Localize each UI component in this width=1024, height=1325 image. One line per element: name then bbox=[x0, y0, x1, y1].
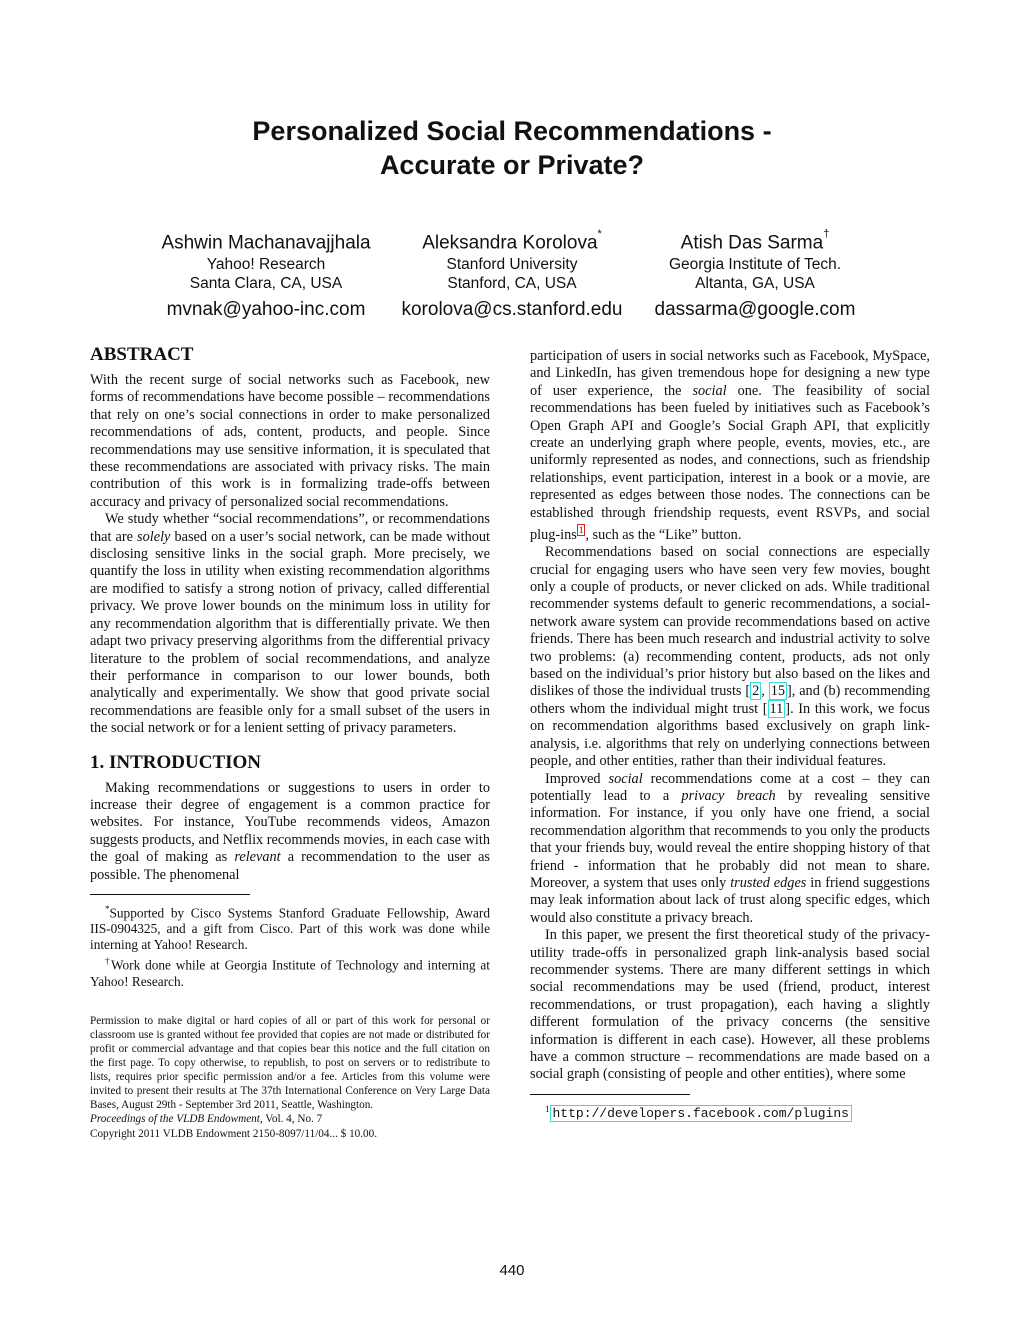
citation-link[interactable]: 11 bbox=[769, 700, 784, 717]
footnote-link[interactable]: 1 bbox=[578, 525, 584, 536]
author-location: Stanford, CA, USA bbox=[447, 275, 577, 293]
body-paragraph: Recommendations based on social connections are especially crucial for engaging users who have seen very few movies, bought only a couple of products, or never clicked on ads. While traditional recommender systems default to generic recommendations, a social-network aware system can provide recommendations based on active friends. There has been much research and industrial activity to solve two problems: (a) recommending content, products, ads not only based on the individual’s prior history but also based on the likes and dislikes of those the individual trusts [ 2 , 15 ], and (b) recommending others whom the individual might trust [ 11 ]. In this work, we focus on recommendation algorithms based exclusively on graph link-analysis, i.e. algorithms that rely on underlying connections between people, and other entities, rather than their individual features. bbox=[530, 544, 930, 770]
paper-title bbox=[0, 114, 1024, 182]
citation-link[interactable]: 15 bbox=[770, 683, 785, 700]
author-affiliation: Yahoo! Research bbox=[206, 256, 326, 274]
abstract-heading: ABSTRACT bbox=[90, 344, 194, 365]
author-mark: † bbox=[823, 228, 830, 240]
title-line-1: Personalized Social Recommendations - bbox=[252, 116, 772, 146]
abstract-paragraph: With the recent surge of social networks such as Facebook, new forms of recommendations have become possible – recommendations that rely on one’s social connections in order to make personalized recommendations of ads, content, products, and people. Since recommendations may use sensitive information, it is speculated that these recommendations are associated with privacy risks. The main contribution of this work is in formalizing trade-offs between accuracy and privacy of personalized social recommendations. bbox=[90, 372, 490, 510]
proceedings-line: Proceedings of the VLDB Endowment, Vol. 4, No. 7 bbox=[90, 1113, 323, 1126]
author-location: Santa Clara, CA, USA bbox=[189, 275, 343, 293]
left-column bbox=[90, 344, 490, 1141]
footnote-rule bbox=[90, 894, 250, 895]
permission-text: Permission to make digital or hard copies of all or part of this work for personal or classroom use is granted without fee provided that copies are not made or distributed for profit or commercial advantage and that copies bear this notice and the full citation on the first page. To copy otherwise, to republish, to post on servers or to redistribute to lists, requires prior specific permission and/or a fee. Articles from this volume were invited to present their results at The 37th International Conference on Very Large Data Bases, August 29th - September 3rd 2011, Seattle, Washington. bbox=[90, 1014, 490, 1112]
introduction-heading: 1. INTRODUCTION bbox=[90, 751, 262, 773]
right-column bbox=[530, 348, 930, 1122]
intro-paragraph: Making recommendations or suggestions to users in order to increase their degree of engagement is a common practice for websites. For instance, YouTube recommends videos, Amazon suggests products, and Netflix recommends movies, in each case with the goal of making as relevant a recommendation to the user as possible. The phenomenal bbox=[90, 779, 490, 883]
citation-link[interactable]: 2 bbox=[752, 683, 760, 700]
author-name: Atish Das Sarma bbox=[680, 232, 824, 254]
abstract-paragraph: We study whether “social recommendations”, or recommendations that are solely based on a user’s social network, can be made without disclosing sensitive links in the social graph. More precisely, we quantify the loss in utility when existing recommendation algorithms are modified to satisfy a strong notion of privacy, called differential privacy. We prove lower bounds on the minimum loss in utility for any recommendation algorithm that is differentially private. We then adapt two privacy preserving algorithms from the differential privacy literature to the problem of social recommendations, and analyze their performance in comparison to our lower bounds, both analytically and experimentally. We show that good private social recommendations are feasible only for a small subset of the users in the social network or for a lenient setting of privacy parameters. bbox=[90, 511, 490, 737]
author-email: mvnak@yahoo-inc.com bbox=[166, 299, 366, 321]
copyright-line: Copyright 2011 VLDB Endowment 2150-8097/11/04... $ 10.00. bbox=[90, 1127, 378, 1140]
body-paragraph: Improved social recommendations come at a cost – they can potentially lead to a privacy breach by revealing sensitive information. For instance, if you only have one friend, a social recommendation algorithm that recommends to you only the products that your friends buy, would reveal the entire shopping history of that friend - information that he probably did not mean to share. Moreover, a system that uses only trusted edges in friend suggestions may leak information about lack of trust along specific edges, which would also constitute a privacy breach. bbox=[530, 770, 930, 926]
permission-notice bbox=[90, 1014, 490, 1141]
footnote-url-link[interactable]: http://developers.facebook.com/plugins bbox=[550, 1105, 852, 1122]
footnote-rule bbox=[530, 1094, 690, 1095]
title-line-2: Accurate or Private? bbox=[379, 150, 645, 180]
author-block-3 bbox=[605, 226, 905, 322]
author-mark: * bbox=[597, 228, 602, 240]
author-name: Aleksandra Korolova bbox=[422, 232, 598, 254]
page-number: 440 bbox=[499, 1262, 525, 1279]
footnote-star: *Supported by Cisco Systems Stanford Graduate Fellowship, Award IIS-0904325, and a gift from Cisco. Part of this work was done while interning at Yahoo! Research. bbox=[90, 903, 490, 953]
author-location: Altanta, GA, USA bbox=[695, 275, 815, 293]
author-email: dassarma@google.com bbox=[654, 299, 856, 321]
footnote-url: $^1$ http://developers.facebook.com/plugins bbox=[530, 1101, 930, 1122]
author-email: korolova@cs.stanford.edu bbox=[401, 299, 623, 321]
body-paragraph: In this paper, we present the first theoretical study of the privacy-utility trade-offs in personalized graph link-analysis based social recommender systems. There are many different settings in which social recommendations may be used (friend, product, interest recommendations, or trust propagation), each having a slightly different formulation of the privacy concerns (the sensitive information is different in each case). However, all these problems have a common structure – recommendations are made based on a social graph (consisting of people and other entities), where some bbox=[530, 927, 930, 1083]
author-name: Ashwin Machanavajjhala bbox=[161, 232, 371, 254]
author-affiliation: Georgia Institute of Tech. bbox=[668, 256, 842, 274]
footnote-dagger: †Work done while at Georgia Institute of Technology and interning at Yahoo! Research. bbox=[90, 956, 490, 989]
body-paragraph: participation of users in social networks such as Facebook, MySpace, and LinkedIn, has given tremendous hope for designing a new type of user experience, the social one. The feasibility of social recommendations has been fueled by initiatives such as Facebook’s Open Graph API and Google’s Social Graph API, that explicitly create an underlying graph where people, events, movies, etc., are uniformly represented as nodes, and connections, such as friendship relationships, event participation, interest in a book or a movie, are represented as edges between those nodes. The connections can be established through friendship requests, event RSVPs, and social plug-ins $^1$ , such as the “Like” button. bbox=[530, 348, 930, 543]
author-affiliation: Stanford University bbox=[446, 256, 578, 274]
